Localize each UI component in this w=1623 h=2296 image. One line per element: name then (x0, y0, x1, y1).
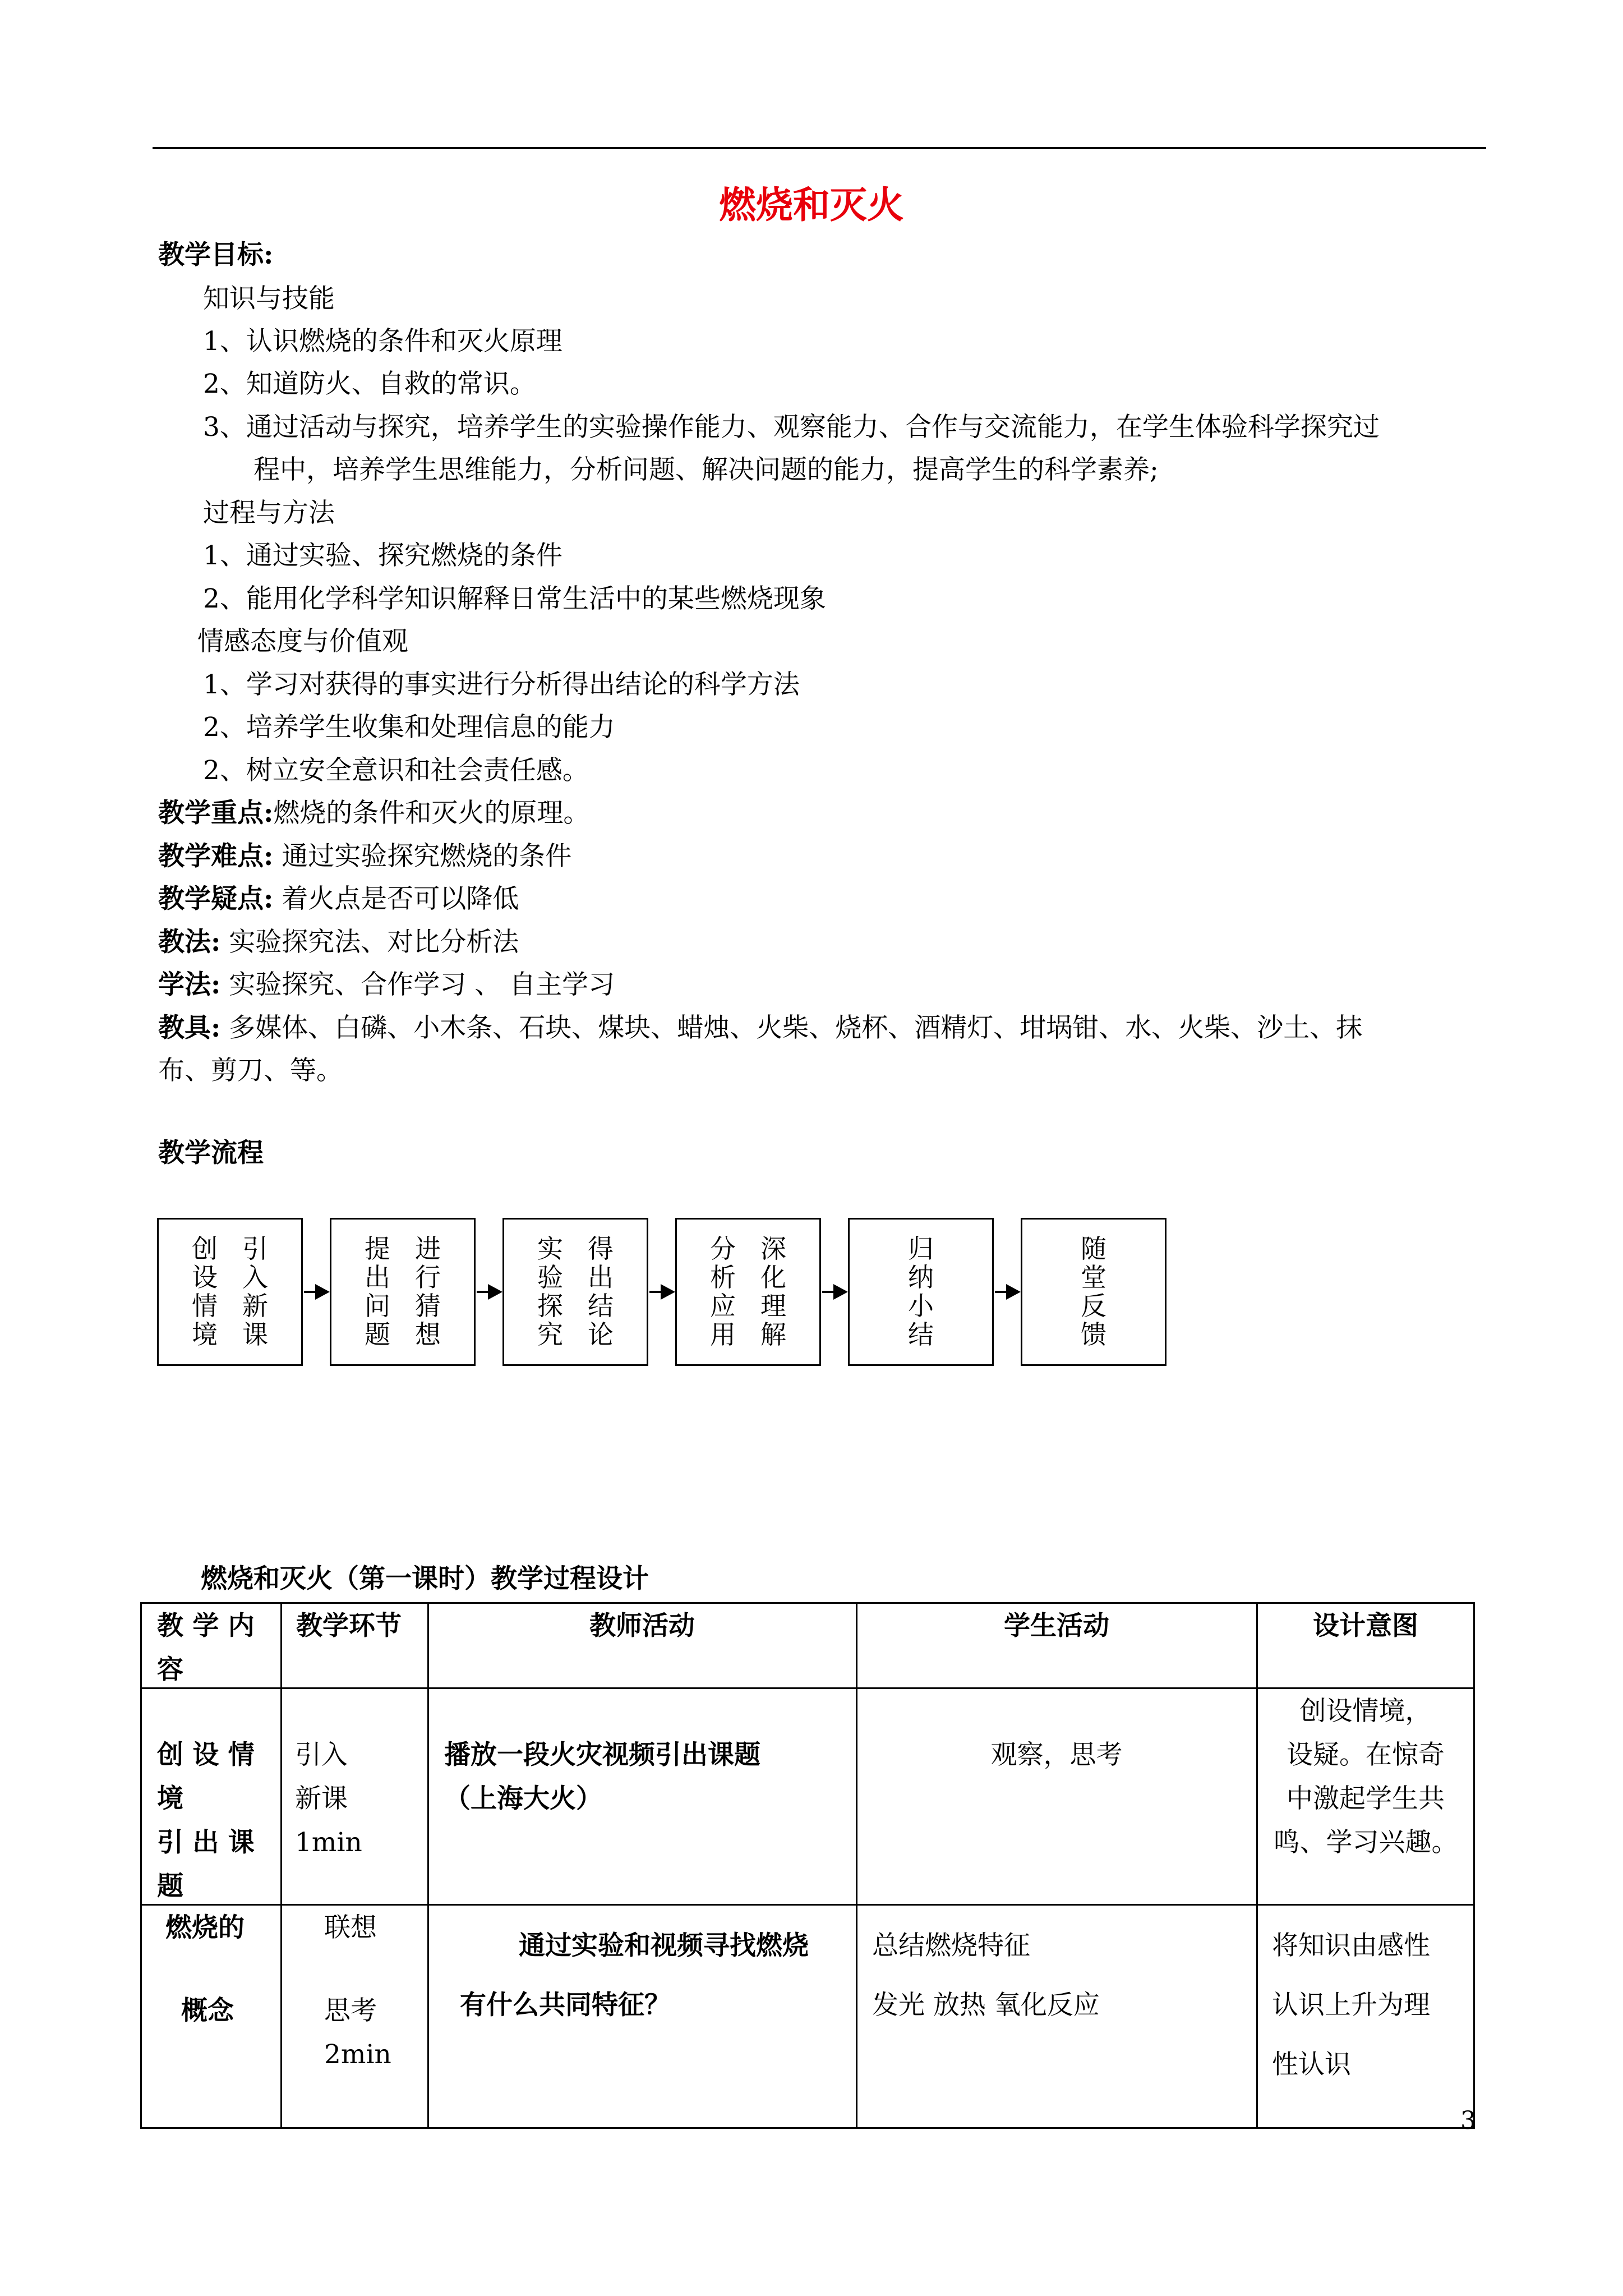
difficulty-label: 教学难点: (158, 841, 274, 872)
flow-arrow-5 (995, 1291, 1018, 1293)
process-item-2: 2、能用化学科学知识解释日常生活中的某些燃烧现象 (203, 583, 826, 614)
row2-content: 燃烧的 概念 (165, 1912, 245, 2026)
header-teacher: 教师活动 (589, 1611, 695, 1641)
flow-arrow-4 (822, 1291, 846, 1293)
table-col-divider-3 (856, 1602, 857, 2129)
row2-purpose: 将知识由感性 认识上升为理 性认识 (1272, 1930, 1430, 2080)
difficulty-text: 通过实验探究燃烧的条件 (273, 841, 572, 872)
page-number: 3 (1460, 2106, 1476, 2135)
row2-student: 总结燃烧特征 发光 放热 氧化反应 (872, 1930, 1100, 2021)
doubt-label: 教学疑点: (158, 884, 274, 914)
process-label: 过程与方法 (203, 498, 335, 528)
emotion-item-2: 2、培养学生收集和处理信息的能力 (203, 712, 615, 743)
doubt-text: 着火点是否可以降低 (273, 884, 519, 914)
table-col-divider-2 (427, 1602, 429, 2129)
flow-heading: 教学流程 (158, 1138, 264, 1168)
knowledge-label: 知识与技能 (203, 283, 335, 314)
study-method-text: 实验探究、合作学习 、 自主学习 (220, 969, 615, 1000)
teaching-method-label: 教法: (158, 927, 221, 958)
table-row-divider (140, 1904, 1475, 1906)
knowledge-item-1: 1、认识燃烧的条件和灭火原理 (203, 326, 562, 357)
header-stage: 教学环节 (296, 1611, 402, 1641)
emotion-item-3: 2、树立安全意识和社会责任感。 (203, 755, 589, 786)
teaching-tools-text: 多媒体、白磷、小木条、石块、煤块、蜡烛、火柴、烧杯、酒精灯、坩埚钳、水、火柴、沙土、抹 (220, 1013, 1363, 1043)
study-method (158, 965, 615, 1005)
flow-step-2: 提 出 问 题 进 行 猜 想 (330, 1218, 476, 1366)
flow-step-5: 归 纳 小 结 (848, 1218, 994, 1366)
flow-arrow-3 (649, 1291, 673, 1293)
row1-student: 观察，思考 (990, 1740, 1123, 1770)
key-points-label: 教学重点: (158, 798, 274, 829)
flow-step-1: 创 设 情 境 引 入 新 课 (157, 1218, 303, 1366)
row1-content: 创 设 情 境 引 出 课 题 (157, 1740, 255, 1902)
row1-teacher: 播放一段火灾视频引出课题 （上海大火） (444, 1740, 760, 1814)
row2-stage: 联想 思考 2min (324, 1912, 391, 2070)
flow-arrow-2 (477, 1291, 500, 1293)
row1-purpose: 创设情境， 设疑。在惊奇 中激起学生共 鸣、学习兴趣。 (1273, 1696, 1458, 1858)
table-border-right (1473, 1602, 1475, 2129)
row2-teacher: 通过实验和视频寻找燃烧 有什么共同特征？ (460, 1930, 809, 2021)
table-border-left (140, 1602, 142, 2129)
key-points (158, 794, 589, 833)
page-title: 燃烧和灭火 (719, 183, 904, 227)
table-col-divider-1 (280, 1602, 282, 2129)
header-student: 学生活动 (1004, 1611, 1109, 1641)
flow-step-3: 实 验 探 究 得 出 结 论 (502, 1218, 648, 1366)
teaching-method (158, 923, 519, 962)
knowledge-item-2: 2、知道防火、自救的常识。 (203, 369, 536, 399)
teaching-method-text: 实验探究法、对比分析法 (220, 927, 519, 958)
flow-step-6: 随 堂 反 馈 (1021, 1218, 1166, 1366)
study-method-label: 学法: (158, 969, 221, 1000)
flow-step-4: 分 析 应 用 深 化 理 解 (675, 1218, 821, 1366)
header-rule (153, 147, 1486, 149)
process-item-1: 1、通过实验、探究燃烧的条件 (203, 540, 562, 571)
table-border-top (140, 1602, 1475, 1604)
table-caption: 燃烧和灭火（第一课时）教学过程设计 (201, 1563, 649, 1594)
table-col-divider-4 (1256, 1602, 1258, 2129)
emotion-item-1: 1、学习对获得的事实进行分析得出结论的科学方法 (203, 669, 800, 700)
table-header-divider (140, 1687, 1475, 1689)
difficulty (158, 837, 571, 876)
teaching-tools-line-2: 布、剪刀、等。 (158, 1055, 343, 1086)
emotion-label: 情感态度与价值观 (197, 626, 408, 657)
row1-stage: 引入 新课 1min (295, 1740, 362, 1858)
objectives-heading: 教学目标: (158, 240, 274, 270)
key-points-text: 燃烧的条件和灭火的原理。 (273, 798, 590, 829)
knowledge-item-3-line-2: 程中，培养学生思维能力，分析问题、解决问题的能力，提高学生的科学素养; (253, 454, 1159, 485)
knowledge-item-3-line-1: 3、通过活动与探究，培养学生的实验操作能力、观察能力、合作与交流能力，在学生体验科学探究过 (203, 412, 1380, 443)
table-border-bottom (140, 2127, 1475, 2129)
teaching-tools-label: 教具: (158, 1013, 221, 1043)
doubt (158, 880, 519, 919)
header-content: 教 学 内 容 (157, 1611, 255, 1685)
teaching-tools (158, 1009, 1362, 1048)
header-purpose: 设计意图 (1313, 1611, 1418, 1641)
flow-arrow-1 (304, 1291, 328, 1293)
